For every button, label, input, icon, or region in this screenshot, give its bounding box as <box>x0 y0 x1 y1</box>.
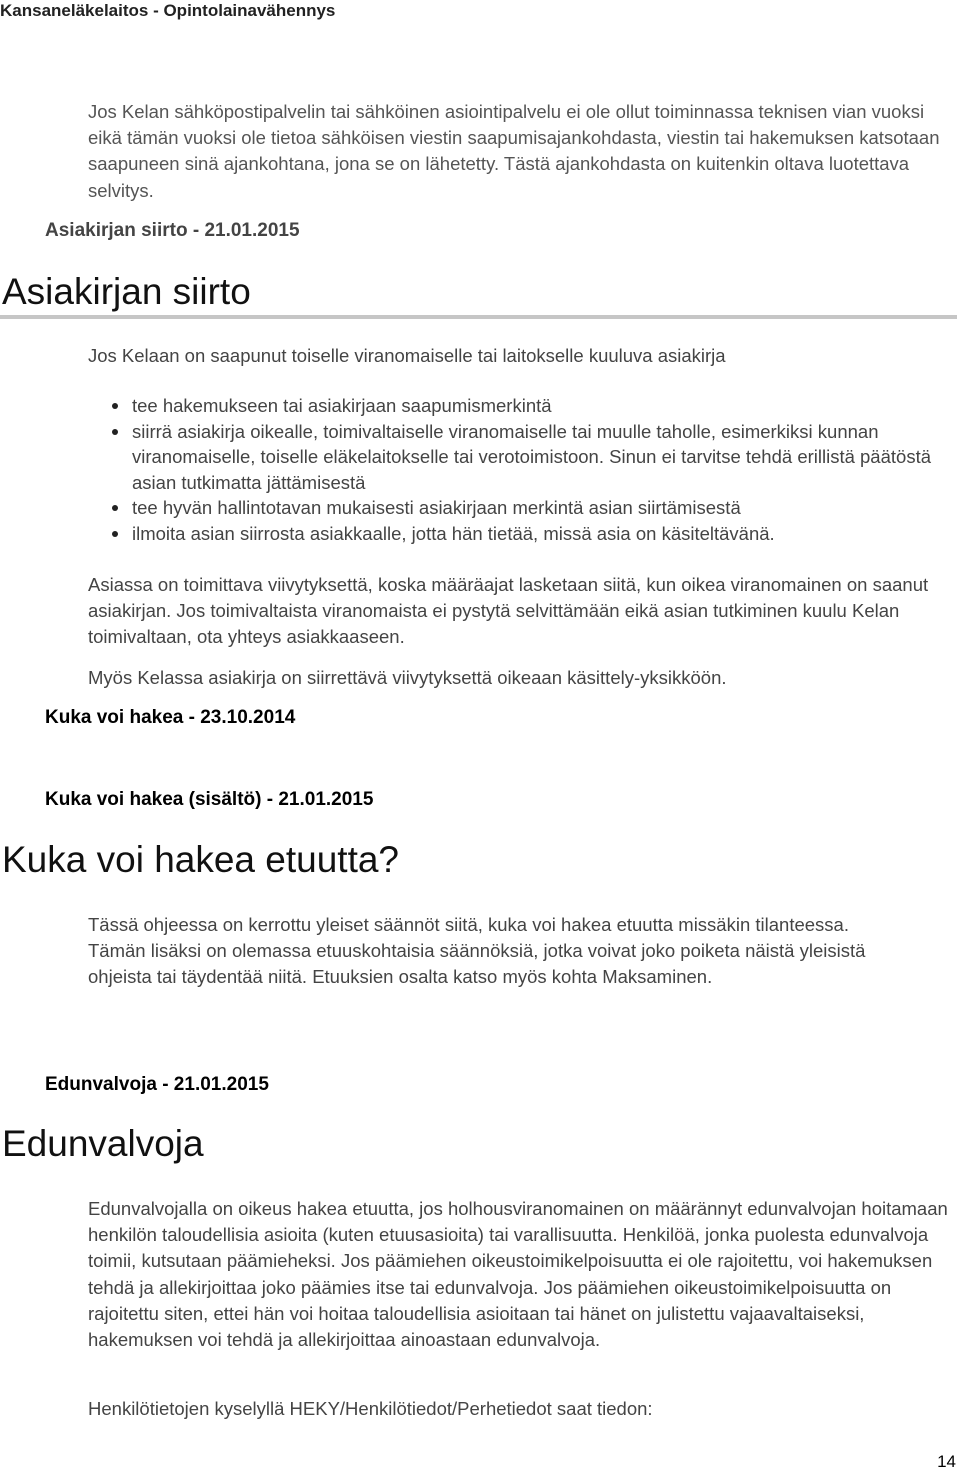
edunvalvoja-paragraph-2: Henkilötietojen kyselyllä HEKY/Henkilötiedot/Perhetiedot saat tiedon: <box>88 1398 653 1419</box>
list-item: tee hyvän hallintotavan mukaisesti asiakirjaan merkintä asian siirtämisestä <box>88 495 960 521</box>
siirto-lead-paragraph: Jos Kelaan on saapunut toiselle viranomaiselle tai laitokselle kuuluva asiakirja <box>88 345 726 366</box>
list-item: tee hakemukseen tai asiakirjaan saapumismerkintä <box>88 393 960 419</box>
siirto-bullet-list <box>88 393 960 546</box>
edunvalvoja-date-heading: Edunvalvoja - 21.01.2015 <box>45 1074 269 1095</box>
edunvalvoja-section-title: Edunvalvoja <box>2 1123 204 1164</box>
siirto-date-heading: Asiakirjan siirto - 21.01.2015 <box>45 220 300 241</box>
document-header-title: Kansaneläkelaitos - Opintolainavähennys <box>0 1 336 20</box>
siirto-section-title: Asiakirjan siirto <box>2 271 251 312</box>
page-number: 14 <box>937 1452 956 1471</box>
kuka-paragraph: Tässä ohjeessa on kerrottu yleiset säännöt siitä, kuka voi hakea etuutta missäkin tilanteessa. Tämän lisäksi on olemassa etuuskohtaisia säännöksiä, jotka voivat joko poiketa näistä yleisistä ohjeista tai täydentää niitä. Etuuksien osalta katso myös kohta Maksaminen. <box>88 914 866 988</box>
siirto-paragraph-1: Asiassa on toimittava viivytyksettä, koska määräajat lasketaan siitä, kun oikea viranomainen on saanut asiakirjan. Jos toimivaltaista viranomaista ei pystytä selvittämään eikä asian tutkiminen kuulu Kelan toimivaltaan, ota yhteys asiakkaaseen. <box>88 574 929 648</box>
intro-paragraph: Jos Kelan sähköpostipalvelin tai sähköinen asiointipalvelu ei ole ollut toiminnassa teknisen vian vuoksi eikä tämän vuoksi ole tietoa sähköisen viestin saapumisajankohdasta, viestin tai hakemuksen katsotaan saapuneen sinä ajankohtana, jona se on lähetetty. Tästä ajankohdasta on kuitenkin oltava luotettava selvitys. <box>88 101 940 201</box>
kuka-section-title: Kuka voi hakea etuutta? <box>2 839 400 880</box>
section-divider <box>0 315 957 319</box>
list-item: siirrä asiakirja oikealle, toimivaltaiselle viranomaiselle tai muulle taholle, esimerkiksi kunnan viranomaiselle, toiselle eläkelaitokselle tai verotoimistoon. Sinun ei tarvitse tehdä erillistä päätöstä asian tutkimatta jättämisestä <box>88 419 960 496</box>
kuka-sub-heading: Kuka voi hakea (sisältö) - 21.01.2015 <box>45 789 374 810</box>
list-item: ilmoita asian siirrosta asiakkaalle, jotta hän tietää, missä asia on käsiteltävänä. <box>88 521 960 547</box>
siirto-paragraph-2: Myös Kelassa asiakirja on siirrettävä viivytyksettä oikeaan käsittely-yksikköön. <box>88 667 727 688</box>
kuka-date-heading: Kuka voi hakea - 23.10.2014 <box>45 707 296 728</box>
edunvalvoja-paragraph: Edunvalvojalla on oikeus hakea etuutta, jos holhousviranomainen on määrännyt edunvalvojan hoitamaan henkilön taloudellisia asioita (kuten etuusasioita) tai varallisuutta. Henkilöä, jonka puolesta edunvalvoja toimii, kutsutaan päämieheksi. Jos päämiehen oikeustoimikelpoisuutta ei ole rajoitettu, voi hakemuksen tehdä ja allekirjoittaa joko päämies itse tai edunvalvoja. Jos päämiehen oikeustoimikelpoisuutta on rajoitettu siten, ettei hän voi hoitaa taloudellisia asioitaan tai hänet on julistettu vajaavaltaiseksi, hakemuksen voi tehdä ja allekirjoittaa ainoastaan edunvalvoja. <box>88 1198 948 1351</box>
